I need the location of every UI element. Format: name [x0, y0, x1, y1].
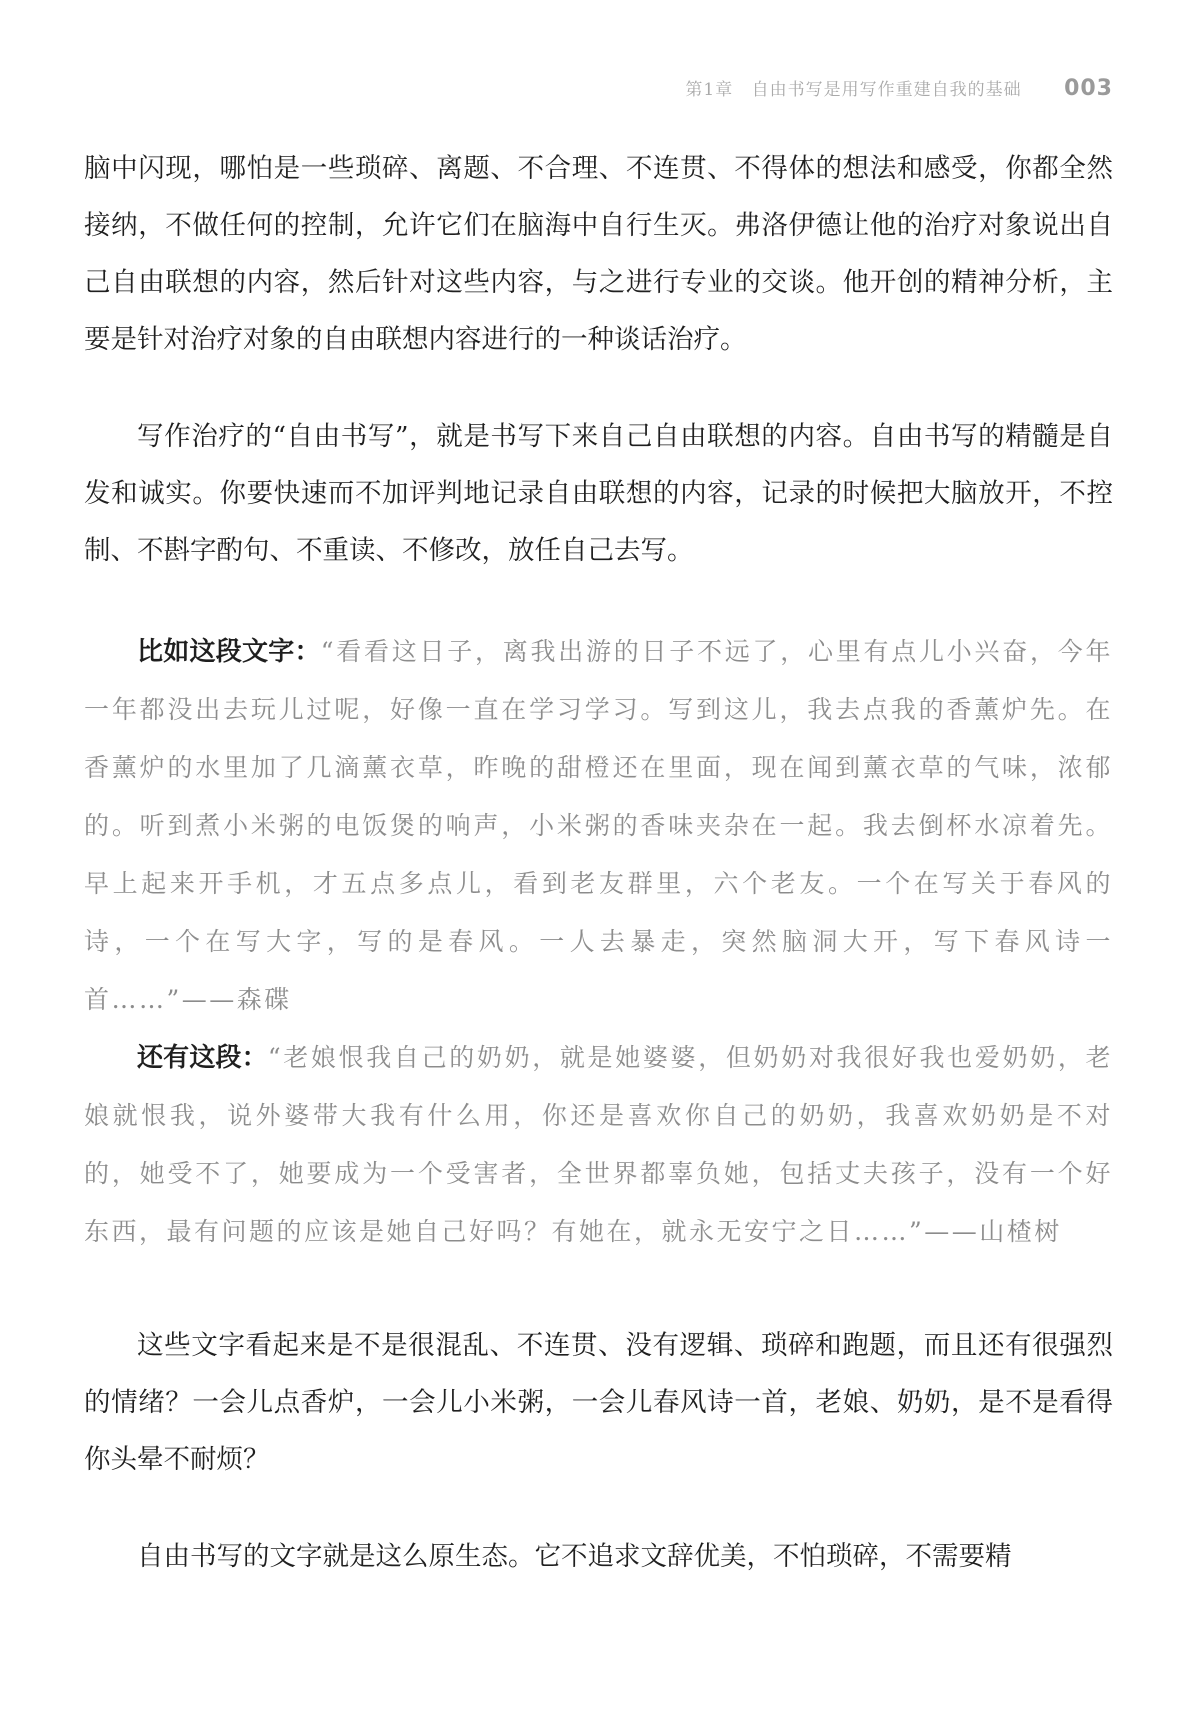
example-quote-1-text: “看看这日子，离我出游的日子不远了，心里有点儿小兴奋，今年一年都没出去玩儿过呢，好像一直在学习学习。写到这儿，我去点我的香薰炉先。在香薰炉的水里加了几滴薰衣草，昨晚的甜橙还在里面，现在闻到薰衣草的气味，浓郁的。听到煮小米粥的电饭煲的响声，小米粥的香味夹杂在一起。我去倒杯水凉着先。早上起来开手机，才五点多点儿，看到老友群里，六个老友。一个在写关于春风的诗，一个在写大字，写的是春风。一人去暴走，突然脑洞大开，写下春风诗一首……”——森碟	[84, 637, 1113, 1014]
example-quote-2-text: “老娘恨我自己的奶奶，就是她婆婆，但奶奶对我很好我也爱奶奶，老娘就恨我，说外婆带大我有什么用，你还是喜欢你自己的奶奶，我喜欢奶奶是不对的，她受不了，她要成为一个受害者，全世界都辜负她，包括丈夫孩子，没有一个好东西，最有问题的应该是她自己好吗？有她在，就永无安宁之日……”——山楂树	[84, 1043, 1113, 1246]
chapter-title: 自由书写是用写作重建自我的基础	[751, 80, 1022, 100]
page-number: 003	[1064, 76, 1113, 101]
example-quote-2-lead: 还有这段：	[137, 1043, 268, 1073]
example-quote-1	[84, 623, 1113, 1029]
running-header	[0, 74, 1113, 105]
chapter-label: 第1章	[685, 80, 734, 100]
paragraph-free-association: 脑中闪现，哪怕是一些琐碎、离题、不合理、不连贯、不得体的想法和感受，你都全然接纳，不做任何的控制，允许它们在脑海中自行生灭。弗洛伊德让他的治疗对象说出自己自由联想的内容，然后针对这些内容，与之进行专业的交谈。他开创的精神分析，主要是针对治疗对象的自由联想内容进行的一种谈话治疗。	[84, 153, 1113, 355]
paragraph-free-writing-definition: 写作治疗的“自由书写”，就是书写下来自己自由联想的内容。自由书写的精髓是自发和诚实。你要快速而不加评判地记录自由联想的内容，记录的时候把大脑放开，不控制、不斟字酌句、不重读、不修改，放任自己去写。	[84, 421, 1113, 566]
example-quote-1-lead: 比如这段文字：	[137, 637, 321, 667]
example-quote-2	[84, 1029, 1113, 1261]
paragraph-raw-style: 自由书写的文字就是这么原生态。它不追求文辞优美，不怕琐碎，不需要精	[137, 1541, 1012, 1572]
page-content	[84, 140, 1113, 1585]
paragraph-chaotic-text: 这些文字看起来是不是很混乱、不连贯、没有逻辑、琐碎和跑题，而且还有很强烈的情绪？一会儿点香炉，一会儿小米粥，一会儿春风诗一首，老娘、奶奶，是不是看得你头晕不耐烦？	[84, 1330, 1113, 1475]
